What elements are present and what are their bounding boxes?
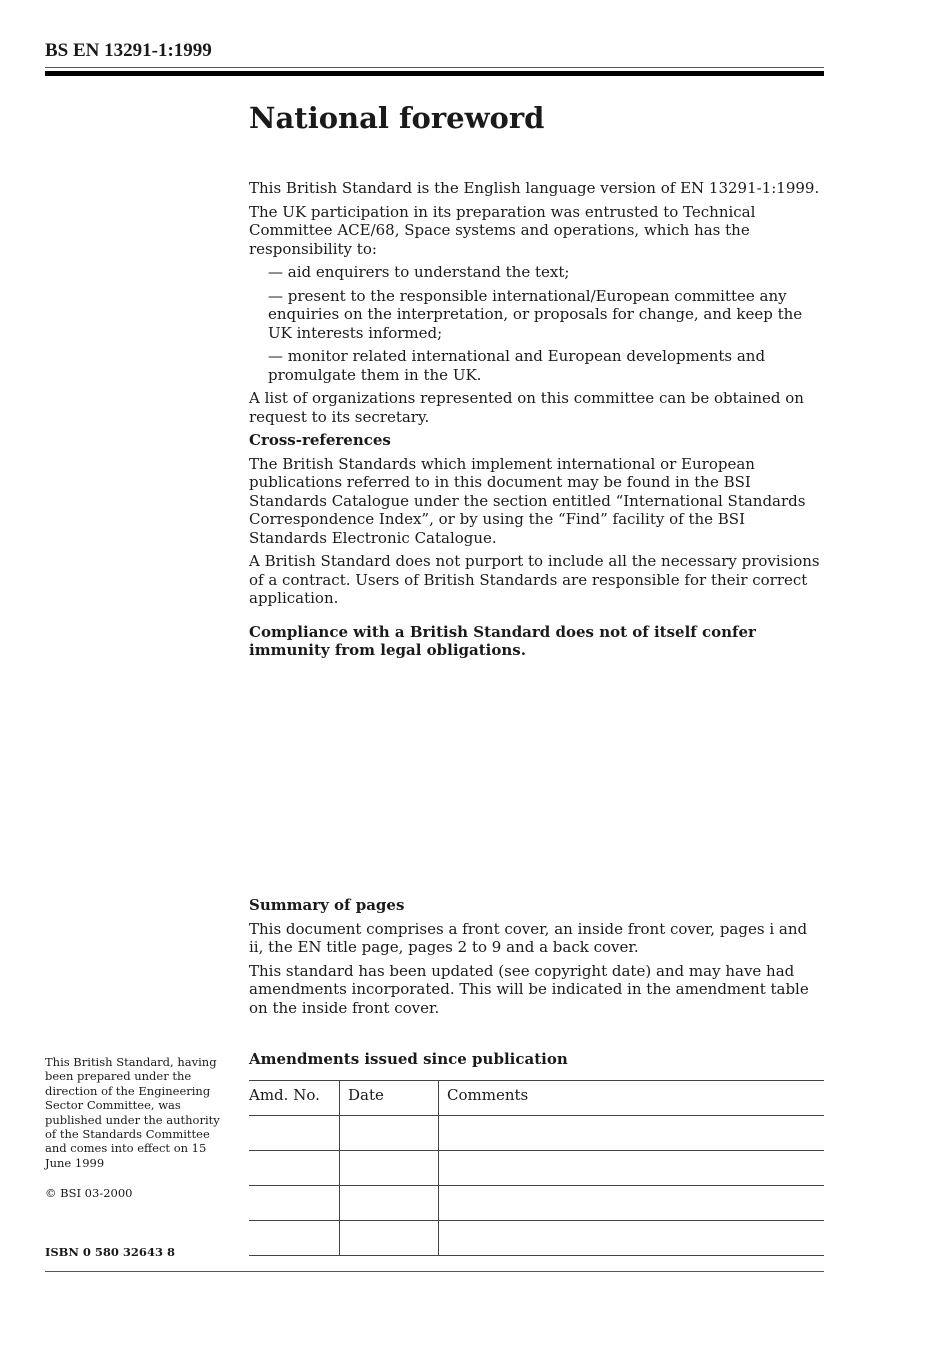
table-cell — [340, 1186, 439, 1221]
table-row — [249, 1151, 824, 1186]
paragraph: A list of organizations represented on this committee can be obtained on request to its secretary. — [249, 389, 804, 426]
paragraph: A British Standard does not purport to include all the necessary provisions of a contract. Users of British Standards are responsible for their correct application. — [249, 552, 820, 607]
foreword-body — [249, 179, 825, 665]
isbn: ISBN 0 580 32643 8 — [45, 1245, 175, 1259]
header-rule-thick — [45, 71, 824, 76]
list-item: — monitor related international and European developments and promulgate them in the UK. — [268, 347, 766, 384]
header-rule-thin — [45, 67, 824, 68]
paragraph: This standard has been updated (see copyright date) and may have had amendments incorporated. This will be indicated in the amendment table on the inside front cover. — [249, 961, 809, 1017]
table-cell — [439, 1151, 825, 1186]
sidebar-text: This British Standard, having been prepared under the direction of the Engineering Sector Committee, was published under the authority of the Standards Committee and comes into effect on 15 June 1999 — [45, 1055, 220, 1170]
table-cell — [249, 1151, 340, 1186]
amendments-table — [249, 1080, 824, 1256]
table-row — [249, 1186, 824, 1221]
table-cell — [340, 1151, 439, 1186]
column-header: Amd. No. — [249, 1081, 340, 1116]
column-header: Date — [340, 1081, 439, 1116]
table-cell — [249, 1186, 340, 1221]
table-cell — [340, 1221, 439, 1256]
summary-of-pages — [249, 896, 825, 1022]
table-row — [249, 1116, 824, 1151]
table-cell — [439, 1116, 825, 1151]
document-id: BS EN 13291-1:1999 — [45, 40, 212, 61]
column-header: Comments — [439, 1081, 825, 1116]
compliance-notice: Compliance with a British Standard does not of itself confer immunity from legal obligations. — [249, 622, 756, 659]
table-cell — [340, 1116, 439, 1151]
summary-heading: Summary of pages — [249, 896, 405, 914]
list-item: — aid enquirers to understand the text; — [268, 263, 570, 281]
table-cell — [249, 1116, 340, 1151]
table-header-row — [249, 1081, 824, 1116]
cross-references-heading: Cross-references — [249, 431, 391, 449]
footer-rule — [45, 1271, 824, 1272]
page-title: National foreword — [249, 101, 545, 135]
amendments-heading: Amendments issued since publication — [249, 1050, 568, 1068]
paragraph: The British Standards which implement international or European publications referred to in this document may be found in the BSI Standards Catalogue under the section entitled “International Standards Correspondence Index”, or by using the “Find” facility of the BSI Standards Electronic Catalogue. — [249, 454, 806, 547]
paragraph: The UK participation in its preparation was entrusted to Technical Committee ACE/68, Space systems and operations, which has the responsibility to: — [249, 202, 756, 258]
table-cell — [439, 1186, 825, 1221]
table-cell — [439, 1221, 825, 1256]
list-item: — present to the responsible international/European committee any enquiries on the interpretation, or proposals for change, and keep the UK interests informed; — [268, 286, 803, 342]
paragraph: This British Standard is the English language version of EN 13291-1:1999. — [249, 179, 820, 197]
table-cell — [249, 1221, 340, 1256]
paragraph: This document comprises a front cover, an inside front cover, pages i and ii, the EN title page, pages 2 to 9 and a back cover. — [249, 919, 808, 956]
publication-note — [45, 1055, 230, 1170]
table-row — [249, 1221, 824, 1256]
copyright: © BSI 03-2000 — [45, 1186, 133, 1200]
